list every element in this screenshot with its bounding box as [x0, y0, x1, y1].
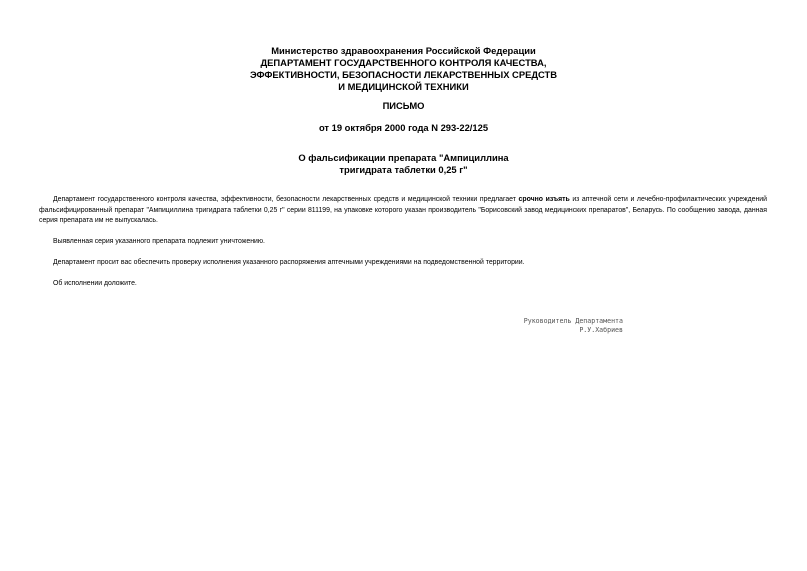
subject-line-1: О фальсификации препарата "Ампициллина — [298, 152, 509, 163]
letter-header — [0, 45, 807, 93]
paragraph-text: Департамент государственного контроля качества, эффективности, безопасности лекарственных средств и медицинской техники предлагает — [53, 196, 519, 203]
paragraph-verification: Департамент просит вас обеспечить проверку исполнения указанного распоряжения аптечными учреждениями на подведомственной территории. — [53, 259, 525, 266]
document-date-number: от 19 октября 2000 года N 293-22/125 — [318, 122, 489, 133]
signatory-title: Руководитель Департамента — [523, 317, 623, 325]
department-name-line-1: ДЕПАРТАМЕНТ ГОСУДАРСТВЕННОГО КОНТРОЛЯ КАЧЕСТВА, — [260, 57, 547, 68]
paragraph-withdrawal — [39, 195, 767, 227]
paragraph-destruction: Выявленная серия указанного препарата подлежит уничтожению. — [53, 238, 265, 245]
signature-block — [460, 317, 623, 335]
paragraph-text: из аптечной сети и лечебно-профилактических учреждений фальсифицированный препарат "Ампициллина тригидрата таблетки 0,25 г" серии 811199, на упаковке которого указан производитель "Борисовский завод медицинских препаратов", Беларусь. По сообщению завода, данная серия препарата им не выпускалась. — [39, 196, 767, 224]
letter-body — [39, 195, 767, 290]
signatory-name: Р.У.Хабриев — [579, 326, 623, 334]
document-type: ПИСЬМО — [382, 100, 425, 111]
paragraph-report: Об исполнении доложите. — [53, 280, 137, 287]
subject-line-2: тригидрата таблетки 0,25 г" — [339, 164, 468, 175]
department-name-line-2: ЭФФЕКТИВНОСТИ, БЕЗОПАСНОСТИ ЛЕКАРСТВЕННЫХ СРЕДСТВ — [249, 69, 558, 80]
ministry-name: Министерство здравоохранения Российской Федерации — [271, 45, 536, 56]
document-subject — [0, 152, 807, 176]
emphasis-urgent-withdrawal: срочно изъять — [518, 196, 570, 203]
department-name-line-3: И МЕДИЦИНСКОЙ ТЕХНИКИ — [338, 81, 469, 92]
